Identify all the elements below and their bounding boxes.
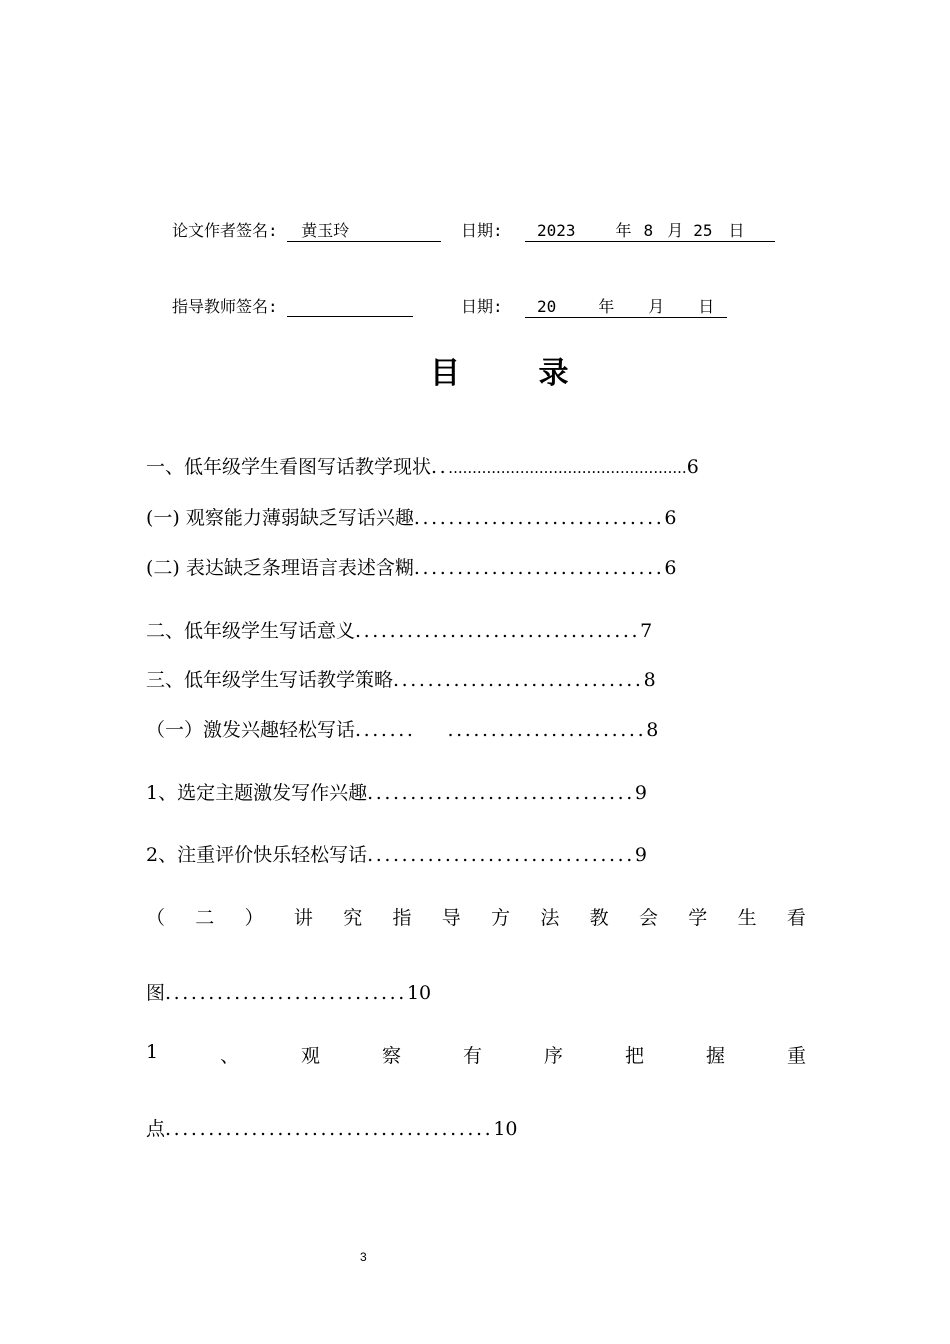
toc-entry[interactable]: 二、低年级学生写话意义.................................7 [146, 620, 653, 642]
author-date-field: 2023 年 8 月 25 日 [525, 218, 775, 242]
page-number: 3 [360, 1250, 367, 1264]
toc-entry[interactable]: 一、低年级学生看图写话教学现状....................................................6 [146, 456, 699, 478]
toc-entry[interactable]: (二) 表达缺乏条理语言表述含糊.............................6 [146, 557, 677, 579]
toc-entry-continuation[interactable]: 图............................10 [146, 982, 432, 1004]
author-date-label: 日期: [461, 221, 503, 240]
advisor-signature-line [172, 294, 413, 317]
author-signature-line [172, 218, 441, 242]
toc-entry[interactable]: 1、选定主题激发写作兴趣...............................9 [146, 782, 648, 804]
advisor-date-label: 日期: [461, 297, 503, 316]
author-signature-label: 论文作者签名: [172, 221, 278, 240]
advisor-signature-label: 指导教师签名: [172, 297, 278, 316]
toc-title: 目 录 [430, 356, 603, 391]
toc-entry-continuation[interactable]: 点......................................10 [146, 1118, 518, 1140]
toc-entry[interactable]: 2、注重评价快乐轻松写话...............................9 [146, 844, 648, 866]
toc-entry[interactable]: （一）激发兴趣轻松写话....... .......................8 [146, 719, 659, 741]
author-signature-field: 黄玉玲 [287, 218, 441, 242]
toc-entry[interactable]: 三、低年级学生写话教学策略.............................8 [146, 669, 656, 691]
advisor-signature-field [287, 298, 413, 317]
advisor-date-field: 20 年 月 日 [525, 294, 727, 318]
toc-entry[interactable]: (一) 观察能力薄弱缺乏写话兴趣.............................6 [146, 507, 677, 529]
toc-entry-spread[interactable]: 1 、 观 察 有 序 把 握 重 [146, 1041, 806, 1067]
toc-entry-spread[interactable]: （ 二 ） 讲 究 指 导 方 法 教 会 学 生 看 [146, 907, 806, 929]
